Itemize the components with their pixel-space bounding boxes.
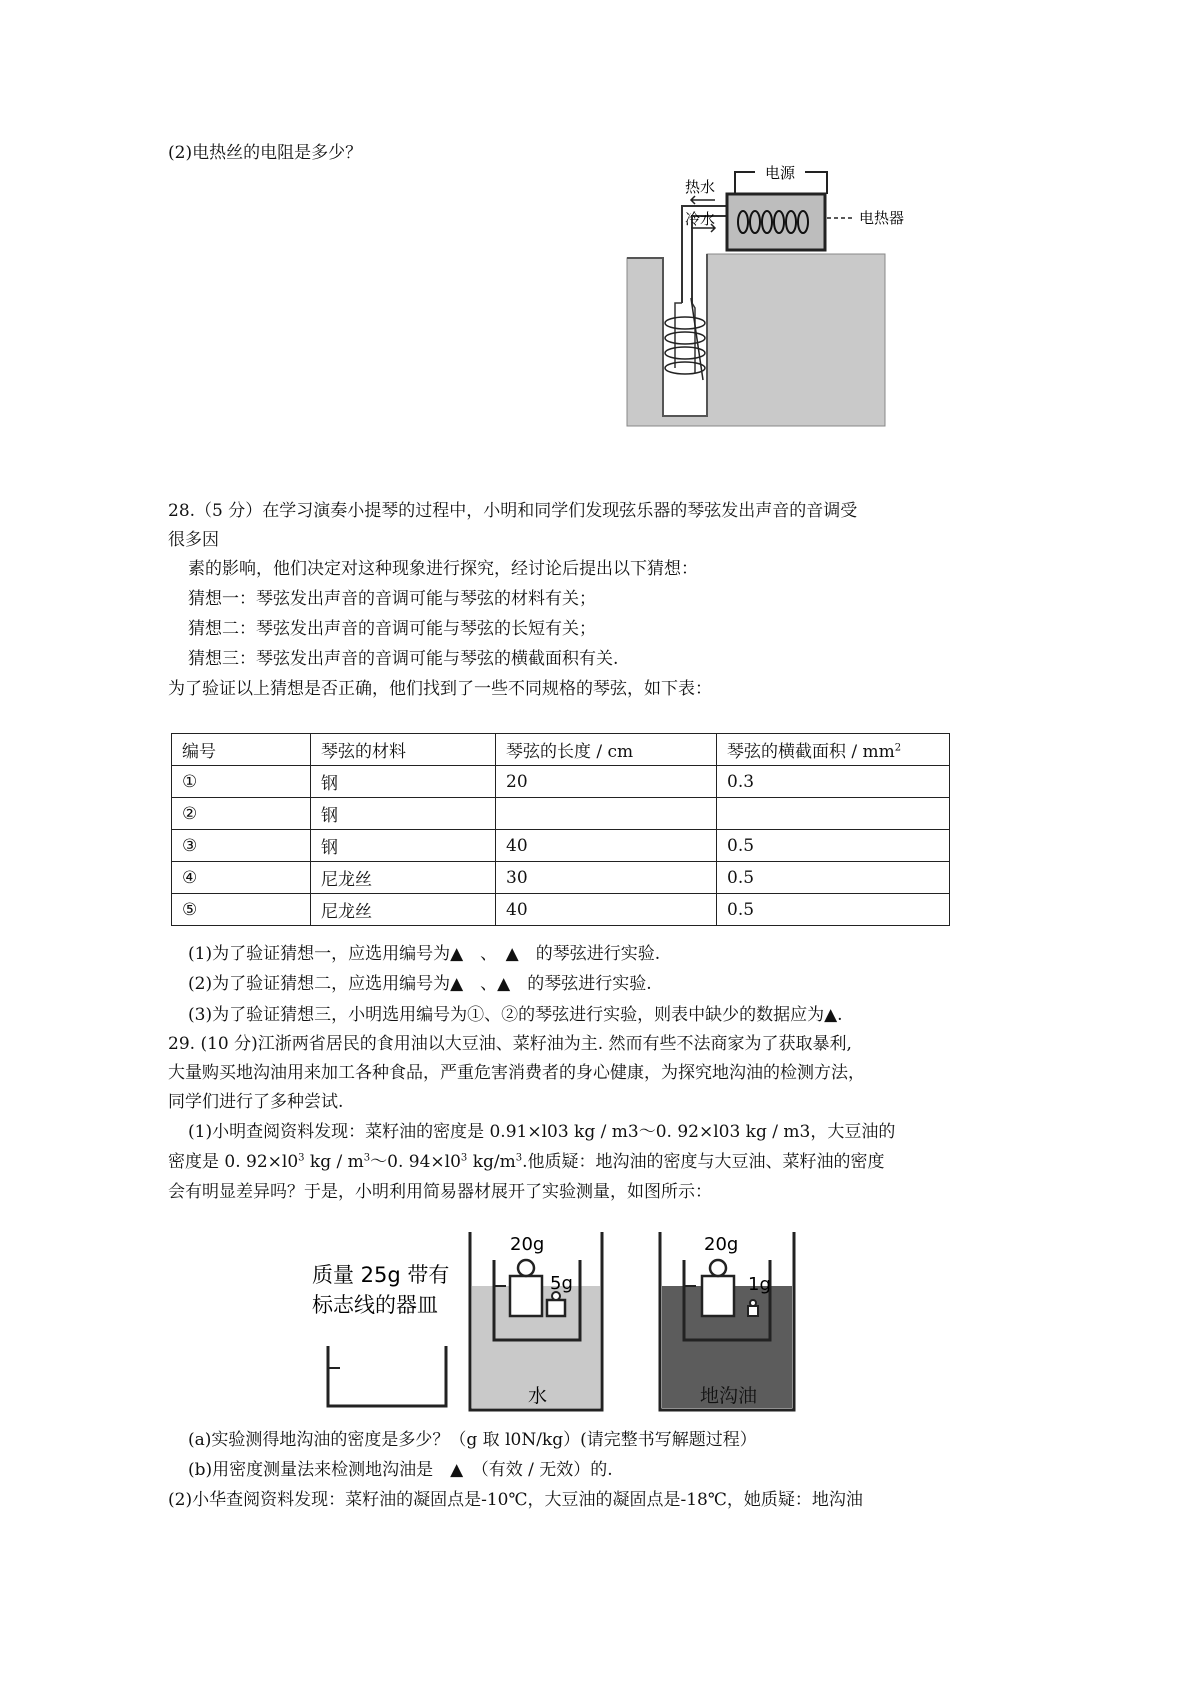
water-label: 水 [528,1385,548,1407]
table-row [172,766,950,798]
table-row [172,798,950,830]
area-unit-exponent: 2 [894,742,902,754]
table-cell: 40 [496,830,717,862]
table-cell: 钢 [311,798,496,830]
empty-vessel [312,1263,449,1406]
q29-sub2: (2)小华查阅资料发现：菜籽油的凝固点是-10℃，大豆油的凝固点是-18℃，她质疑：地沟油 [168,1490,863,1510]
water-small-weight-label: 5g [550,1273,573,1294]
q28-guess2: 猜想二：琴弦发出声音的音调可能与琴弦的长短有关； [188,619,596,639]
q29-sub1-line2 [168,1150,885,1174]
table-cell: 0.5 [717,894,950,926]
exponent: 3 [298,1152,305,1164]
oil-small-weight-label: 1g [748,1274,771,1295]
water-big-weight-label: 20g [510,1234,545,1255]
table-cell: 0.5 [717,862,950,894]
heater-diagram [615,158,945,430]
table-cell: ② [172,798,311,830]
cold-water-label: 冷水 [685,210,716,228]
q28-sub2: (2)为了验证猜想二，应选用编号为▲ 、▲ 的琴弦进行实验. [188,974,652,994]
table-cell: 钢 [311,830,496,862]
oil-label: 地沟油 [700,1385,758,1407]
text-run: 密度是 0. 92×l0 [168,1152,299,1172]
vessel-label-line2: 标志线的器皿 [312,1293,438,1317]
table-cell: 40 [496,894,717,926]
table-header-cell [717,734,950,766]
exponent: 3 [515,1152,523,1164]
table-row [172,830,950,862]
q28-guess1: 猜想一：琴弦发出声音的音调可能与琴弦的材料有关； [188,589,596,609]
hot-water-label: 热水 [685,178,716,196]
table-cell: 0.3 [717,766,950,798]
text-run: .他质疑：地沟油的密度与大豆油、菜籽油的密度 [522,1152,885,1172]
q28-sub1: (1)为了验证猜想一，应选用编号为▲ 、 ▲ 的琴弦进行实验. [188,944,661,964]
table-cell: 20 [496,766,717,798]
power-label: 电源 [765,164,796,182]
q28-table-intro: 为了验证以上猜想是否正确，他们找到了一些不同规格的琴弦，如下表： [168,679,712,699]
table-cell [717,798,950,830]
table-cell: ⑤ [172,894,311,926]
oil-big-weight-label: 20g [704,1234,739,1255]
heater-label: 电热器 [859,209,905,227]
text-run: kg / m [304,1152,364,1172]
q28-intro-line3: 素的影响，他们决定对这种现象进行探究，经讨论后提出以下猜想： [188,559,698,579]
vessel-label-line1: 质量 25g 带有 [312,1263,450,1287]
table-header-cell: 琴弦的材料 [311,734,496,766]
table-row [172,862,950,894]
q28-intro-line1: 28.（5 分）在学习演奏小提琴的过程中，小明和同学们发现弦乐器的琴弦发出声音的音调受 [168,501,858,521]
exponent: 3 [460,1152,468,1164]
q29-sub-b: (b)用密度测量法来检测地沟油是 ▲ （有效 / 无效）的. [188,1460,613,1480]
table-header-cell: 琴弦的长度 / cm [496,734,717,766]
q28-sub3: (3)为了验证猜想三，小明选用编号为①、②的琴弦进行实验，则表中缺少的数据应为▲. [188,1005,843,1025]
table-cell: 30 [496,862,717,894]
table-cell: ① [172,766,311,798]
density-experiment-diagram [300,1228,820,1412]
q29-sub1-line3: 会有明显差异吗？于是，小明利用简易器材展开了实验测量，如图所示： [168,1182,712,1202]
text-run: ～0. 94×l0 [370,1152,461,1172]
table-cell: 尼龙丝 [311,862,496,894]
text-run: kg/m [467,1152,516,1172]
table-cell: 钢 [311,766,496,798]
submerged-coil [665,298,705,380]
q29-sub1-line1: (1)小明查阅资料发现：菜籽油的密度是 0.91×l03 kg / m3～0. 92×l03 kg / m3，大豆油的 [188,1122,896,1142]
q27-sub2: (2)电热丝的电阻是多少？ [168,143,363,163]
table-cell: 尼龙丝 [311,894,496,926]
string-spec-table [171,733,950,926]
gutter-oil-beaker [660,1232,794,1410]
water-beaker [470,1232,602,1410]
hot-water-arrow-icon [691,196,715,204]
table-cell [496,798,717,830]
table-header-row [172,734,950,766]
q28-intro-line2: 很多因 [168,530,219,550]
q28-guess3: 猜想三：琴弦发出声音的音调可能与琴弦的横截面积有关. [188,649,619,669]
table-cell: 0.5 [717,830,950,862]
table-cell: ③ [172,830,311,862]
q29-line1: 29. (10 分)江浙两省居民的食用油以大豆油、菜籽油为主. 然而有些不法商家为了获取暴利, [168,1034,852,1054]
area-header-text: 琴弦的横截面积 / mm [727,742,895,762]
exponent: 3 [363,1152,371,1164]
table-row [172,894,950,926]
q29-line2: 大量购买地沟油用来加工各种食品，严重危害消费者的身心健康，为探究地沟油的检测方法， [168,1063,865,1083]
table-header-cell: 编号 [172,734,311,766]
q29-sub-a: (a)实验测得地沟油的密度是多少？（g 取 l0N/kg）(请完整书写解题过程） [188,1430,757,1450]
q29-line3: 同学们进行了多种尝试. [168,1092,344,1112]
table-cell: ④ [172,862,311,894]
